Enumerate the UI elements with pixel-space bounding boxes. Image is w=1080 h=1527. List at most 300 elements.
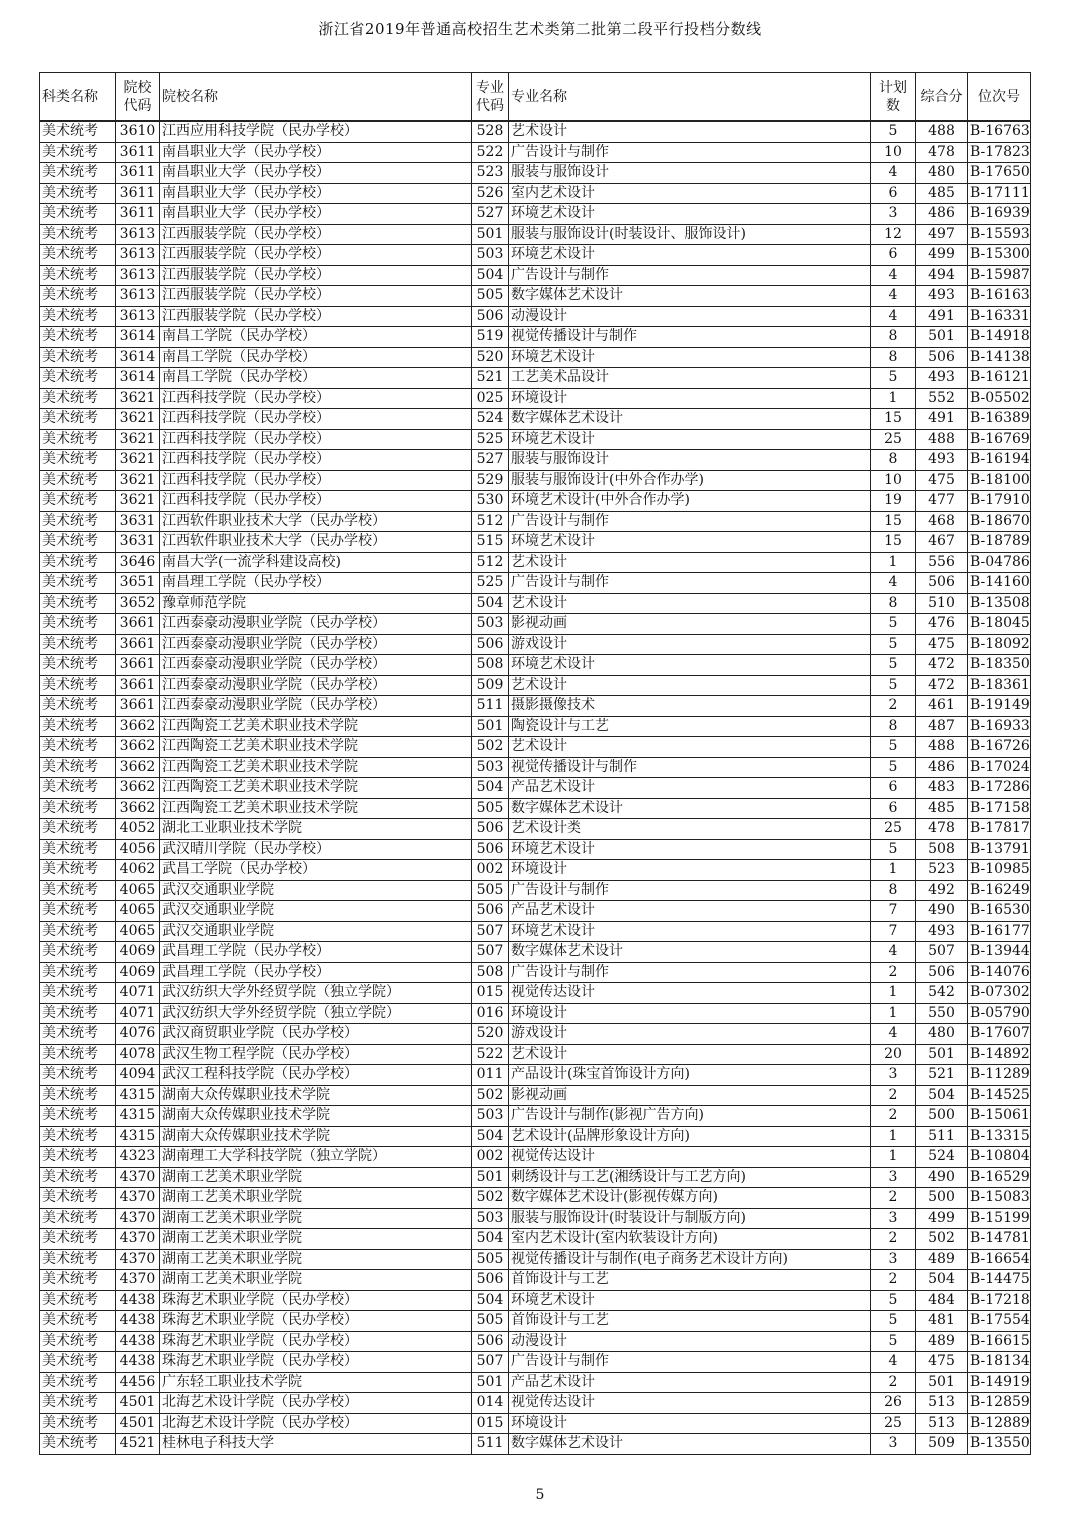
cell-major-name: 广告设计与制作 [509,962,871,983]
cell-major-code: 507 [472,1352,509,1373]
cell-major-code: 502 [472,1085,509,1106]
cell-score: 485 [916,183,968,204]
cell-major-name: 首饰设计与工艺 [509,1311,871,1332]
cell-school-code: 4438 [116,1331,160,1352]
cell-plan-count: 6 [871,798,916,819]
cell-rank: B-17111 [968,183,1031,204]
cell-major-code: 501 [472,224,509,245]
cell-school-code: 3613 [116,306,160,327]
cell-school-code: 4065 [116,921,160,942]
table-row [40,306,1031,327]
cell-school-code: 3652 [116,593,160,614]
cell-category: 美术统考 [40,552,116,573]
cell-category: 美术统考 [40,245,116,266]
cell-plan-count: 8 [871,450,916,471]
cell-major-code: 504 [472,1290,509,1311]
cell-school-code: 4071 [116,1003,160,1024]
cell-school-name: 广东轻工职业技术学院 [160,1372,472,1393]
cell-school-code: 3661 [116,675,160,696]
cell-plan-count: 3 [871,204,916,225]
cell-major-code: 011 [472,1065,509,1086]
cell-score: 513 [916,1413,968,1434]
cell-major-code: 504 [472,1126,509,1147]
table-row [40,983,1031,1004]
cell-major-code: 002 [472,860,509,881]
table-row [40,1106,1031,1127]
header-rank: 位次号 [968,73,1031,122]
table-row [40,696,1031,717]
cell-major-name: 环境艺术设计 [509,429,871,450]
cell-major-name: 艺术设计 [509,737,871,758]
cell-school-code: 4323 [116,1147,160,1168]
cell-major-name: 环境设计 [509,860,871,881]
cell-school-name: 江西科技学院（民办学校） [160,429,472,450]
cell-major-name: 环境设计 [509,1413,871,1434]
cell-rank: B-05790 [968,1003,1031,1024]
cell-plan-count: 4 [871,286,916,307]
cell-category: 美术统考 [40,1085,116,1106]
cell-major-name: 艺术设计 [509,593,871,614]
cell-rank: B-16530 [968,901,1031,922]
cell-rank: B-18350 [968,655,1031,676]
cell-score: 508 [916,839,968,860]
cell-major-code: 505 [472,1249,509,1270]
cell-score: 487 [916,716,968,737]
table-row [40,183,1031,204]
cell-plan-count: 5 [871,614,916,635]
cell-major-code: 507 [472,921,509,942]
cell-plan-count: 12 [871,224,916,245]
cell-major-code: 505 [472,798,509,819]
cell-school-name: 珠海艺术职业学院（民办学校） [160,1311,472,1332]
cell-major-name: 艺术设计 [509,121,871,142]
cell-school-code: 3662 [116,716,160,737]
cell-school-name: 江西服装学院（民办学校） [160,286,472,307]
cell-rank: B-18361 [968,675,1031,696]
cell-major-name: 游戏设计 [509,634,871,655]
cell-score: 489 [916,1331,968,1352]
cell-major-code: 501 [472,1167,509,1188]
cell-major-name: 环境设计 [509,1003,871,1024]
cell-school-code: 3662 [116,778,160,799]
cell-score: 550 [916,1003,968,1024]
cell-school-code: 3611 [116,204,160,225]
table-row [40,1024,1031,1045]
table-row [40,121,1031,142]
cell-rank: B-16933 [968,716,1031,737]
table-row [40,491,1031,512]
cell-rank: B-16654 [968,1249,1031,1270]
table-row [40,573,1031,594]
cell-plan-count: 4 [871,573,916,594]
cell-major-code: 527 [472,450,509,471]
cell-category: 美术统考 [40,265,116,286]
cell-major-name: 影视动画 [509,1085,871,1106]
cell-major-code: 512 [472,511,509,532]
table-row [40,655,1031,676]
cell-category: 美术统考 [40,737,116,758]
cell-rank: B-15593 [968,224,1031,245]
cell-rank: B-13944 [968,942,1031,963]
cell-rank: B-18045 [968,614,1031,635]
cell-rank: B-16121 [968,368,1031,389]
cell-category: 美术统考 [40,901,116,922]
cell-school-name: 武汉生物工程学院（民办学校） [160,1044,472,1065]
cell-major-name: 广告设计与制作 [509,265,871,286]
cell-major-name: 环境艺术设计(中外合作办学) [509,491,871,512]
table-row [40,142,1031,163]
cell-score: 556 [916,552,968,573]
cell-score: 501 [916,327,968,348]
cell-major-code: 524 [472,409,509,430]
cell-plan-count: 19 [871,491,916,512]
table-row [40,1413,1031,1434]
cell-school-code: 3613 [116,224,160,245]
cell-rank: B-14475 [968,1270,1031,1291]
cell-category: 美术统考 [40,224,116,245]
cell-category: 美术统考 [40,1044,116,1065]
cell-school-name: 江西泰豪动漫职业学院（民办学校） [160,675,472,696]
cell-rank: B-18092 [968,634,1031,655]
cell-school-name: 武汉纺织大学外经贸学院（独立学院） [160,1003,472,1024]
table-row [40,819,1031,840]
cell-category: 美术统考 [40,1393,116,1414]
cell-score: 542 [916,983,968,1004]
page-number: 5 [535,1487,545,1503]
cell-rank: B-16769 [968,429,1031,450]
cell-major-name: 环境艺术设计 [509,839,871,860]
cell-score: 511 [916,1126,968,1147]
cell-rank: B-14918 [968,327,1031,348]
cell-plan-count: 5 [871,121,916,142]
cell-school-code: 3646 [116,552,160,573]
cell-major-name: 环境设计 [509,388,871,409]
cell-school-code: 4069 [116,962,160,983]
cell-major-name: 陶瓷设计与工艺 [509,716,871,737]
header-major-code: 专业代码 [472,73,509,122]
cell-major-name: 广告设计与制作 [509,1352,871,1373]
cell-major-name: 服装与服饰设计 [509,450,871,471]
cell-major-code: 016 [472,1003,509,1024]
cell-major-code: 519 [472,327,509,348]
cell-plan-count: 4 [871,942,916,963]
cell-score: 506 [916,573,968,594]
cell-school-name: 江西科技学院（民办学校） [160,491,472,512]
cell-major-code: 503 [472,1208,509,1229]
table-row [40,450,1031,471]
cell-major-name: 视觉传达设计 [509,1393,871,1414]
cell-school-code: 3651 [116,573,160,594]
cell-school-name: 湖南工艺美术职业学院 [160,1249,472,1270]
page-title: 浙江省2019年普通高校招生艺术类第二批第二段平行投档分数线 [318,20,762,38]
cell-category: 美术统考 [40,511,116,532]
table-row [40,1126,1031,1147]
table-row [40,1311,1031,1332]
cell-score: 552 [916,388,968,409]
cell-major-code: 505 [472,1311,509,1332]
cell-major-code: 522 [472,142,509,163]
cell-school-code: 4438 [116,1352,160,1373]
cell-school-code: 4065 [116,901,160,922]
cell-category: 美术统考 [40,1065,116,1086]
cell-category: 美术统考 [40,1331,116,1352]
cell-rank: B-14160 [968,573,1031,594]
cell-school-name: 江西泰豪动漫职业学院（民办学校） [160,696,472,717]
cell-plan-count: 3 [871,1065,916,1086]
cell-major-code: 506 [472,901,509,922]
cell-school-name: 南昌职业大学（民办学校） [160,183,472,204]
cell-plan-count: 2 [871,696,916,717]
cell-category: 美术统考 [40,1003,116,1024]
cell-school-code: 4071 [116,983,160,1004]
cell-plan-count: 8 [871,347,916,368]
cell-school-code: 3614 [116,368,160,389]
cell-rank: B-16529 [968,1167,1031,1188]
cell-major-name: 环境艺术设计 [509,347,871,368]
cell-score: 491 [916,409,968,430]
table-row [40,901,1031,922]
cell-score: 493 [916,450,968,471]
cell-school-code: 3621 [116,450,160,471]
cell-school-code: 4521 [116,1434,160,1455]
cell-school-code: 3611 [116,142,160,163]
cell-score: 485 [916,798,968,819]
cell-school-code: 3621 [116,388,160,409]
table-row [40,798,1031,819]
table-row [40,368,1031,389]
cell-school-code: 3611 [116,163,160,184]
cell-school-code: 4056 [116,839,160,860]
cell-score: 499 [916,245,968,266]
cell-major-code: 511 [472,1434,509,1455]
cell-major-code: 503 [472,757,509,778]
cell-plan-count: 1 [871,1003,916,1024]
cell-major-code: 508 [472,655,509,676]
cell-major-code: 025 [472,388,509,409]
cell-score: 507 [916,942,968,963]
table-row [40,1249,1031,1270]
cell-school-code: 3614 [116,327,160,348]
cell-category: 美术统考 [40,1229,116,1250]
cell-rank: B-16194 [968,450,1031,471]
table-row [40,1208,1031,1229]
table-row [40,429,1031,450]
cell-score: 480 [916,163,968,184]
cell-score: 468 [916,511,968,532]
cell-major-name: 环境艺术设计 [509,1290,871,1311]
cell-score: 478 [916,142,968,163]
cell-plan-count: 2 [871,1106,916,1127]
cell-major-code: 505 [472,880,509,901]
cell-school-name: 江西泰豪动漫职业学院（民办学校） [160,614,472,635]
cell-rank: B-17823 [968,142,1031,163]
cell-category: 美术统考 [40,286,116,307]
cell-plan-count: 5 [871,839,916,860]
table-row [40,716,1031,737]
cell-score: 477 [916,491,968,512]
cell-school-name: 江西泰豪动漫职业学院（民办学校） [160,634,472,655]
cell-plan-count: 4 [871,163,916,184]
cell-school-name: 湖南工艺美术职业学院 [160,1208,472,1229]
cell-major-code: 506 [472,819,509,840]
table-row [40,552,1031,573]
cell-category: 美术统考 [40,368,116,389]
cell-major-code: 002 [472,1147,509,1168]
cell-school-name: 湖南工艺美术职业学院 [160,1167,472,1188]
cell-category: 美术统考 [40,347,116,368]
cell-school-code: 4315 [116,1085,160,1106]
cell-school-code: 4315 [116,1126,160,1147]
table-row [40,860,1031,881]
cell-school-name: 湖南大众传媒职业技术学院 [160,1085,472,1106]
cell-school-name: 桂林电子科技大学 [160,1434,472,1455]
table-row [40,839,1031,860]
cell-major-code: 522 [472,1044,509,1065]
cell-score: 486 [916,204,968,225]
cell-major-name: 工艺美术品设计 [509,368,871,389]
cell-major-name: 产品艺术设计 [509,901,871,922]
cell-plan-count: 2 [871,1270,916,1291]
header-school-name: 院校名称 [160,73,472,122]
cell-plan-count: 2 [871,1229,916,1250]
cell-school-code: 3631 [116,532,160,553]
cell-plan-count: 5 [871,634,916,655]
cell-score: 472 [916,675,968,696]
cell-school-code: 3631 [116,511,160,532]
cell-major-name: 环境艺术设计 [509,245,871,266]
cell-school-name: 武汉商贸职业学院（民办学校） [160,1024,472,1045]
cell-school-name: 江西服装学院（民办学校） [160,306,472,327]
cell-plan-count: 1 [871,860,916,881]
cell-rank: B-17910 [968,491,1031,512]
table-row [40,942,1031,963]
cell-school-name: 江西陶瓷工艺美术职业技术学院 [160,757,472,778]
cell-school-code: 4052 [116,819,160,840]
cell-major-code: 506 [472,1270,509,1291]
cell-category: 美术统考 [40,593,116,614]
cell-major-code: 503 [472,245,509,266]
cell-rank: B-13508 [968,593,1031,614]
cell-major-code: 506 [472,839,509,860]
cell-school-name: 湖南工艺美术职业学院 [160,1270,472,1291]
cell-school-name: 江西陶瓷工艺美术职业技术学院 [160,798,472,819]
cell-score: 489 [916,1249,968,1270]
cell-rank: B-17554 [968,1311,1031,1332]
cell-plan-count: 5 [871,368,916,389]
cell-plan-count: 5 [871,737,916,758]
table-header-row [40,73,1031,122]
cell-category: 美术统考 [40,1311,116,1332]
cell-rank: B-13315 [968,1126,1031,1147]
table-row [40,1229,1031,1250]
cell-plan-count: 15 [871,409,916,430]
cell-major-code: 015 [472,983,509,1004]
cell-category: 美术统考 [40,696,116,717]
cell-school-name: 武汉交通职业学院 [160,901,472,922]
cell-school-code: 4065 [116,880,160,901]
cell-major-name: 视觉传达设计 [509,983,871,1004]
table-row [40,1188,1031,1209]
table-row [40,778,1031,799]
cell-score: 475 [916,1352,968,1373]
cell-plan-count: 1 [871,1147,916,1168]
cell-rank: B-14919 [968,1372,1031,1393]
cell-score: 502 [916,1229,968,1250]
cell-plan-count: 25 [871,1413,916,1434]
cell-major-name: 服装与服饰设计(时装设计与制版方向) [509,1208,871,1229]
cell-major-name: 摄影摄像技术 [509,696,871,717]
cell-category: 美术统考 [40,1208,116,1229]
cell-major-name: 环境艺术设计 [509,204,871,225]
cell-score: 475 [916,634,968,655]
cell-score: 483 [916,778,968,799]
cell-major-name: 服装与服饰设计(中外合作办学) [509,470,871,491]
header-category: 科类名称 [40,73,116,122]
cell-major-name: 视觉传播设计与制作 [509,757,871,778]
cell-school-code: 3621 [116,409,160,430]
table-row [40,1393,1031,1414]
cell-category: 美术统考 [40,1106,116,1127]
cell-major-name: 艺术设计类 [509,819,871,840]
cell-school-code: 4315 [116,1106,160,1127]
cell-plan-count: 6 [871,778,916,799]
cell-rank: B-12889 [968,1413,1031,1434]
cell-school-name: 江西服装学院（民办学校） [160,245,472,266]
cell-school-name: 江西陶瓷工艺美术职业技术学院 [160,778,472,799]
cell-plan-count: 4 [871,265,916,286]
cell-rank: B-16389 [968,409,1031,430]
cell-school-code: 3661 [116,655,160,676]
cell-score: 493 [916,368,968,389]
cell-category: 美术统考 [40,470,116,491]
cell-major-code: 504 [472,593,509,614]
cell-major-code: 014 [472,1393,509,1414]
cell-rank: B-05502 [968,388,1031,409]
cell-school-name: 湖南大众传媒职业技术学院 [160,1126,472,1147]
cell-major-code: 506 [472,306,509,327]
table-row [40,286,1031,307]
cell-school-name: 武昌理工学院（民办学校） [160,942,472,963]
cell-major-name: 产品艺术设计 [509,778,871,799]
cell-rank: B-19149 [968,696,1031,717]
cell-major-name: 视觉传播设计与制作 [509,327,871,348]
cell-major-code: 530 [472,491,509,512]
cell-category: 美术统考 [40,921,116,942]
cell-major-name: 动漫设计 [509,1331,871,1352]
table-row [40,1331,1031,1352]
cell-school-code: 4078 [116,1044,160,1065]
cell-major-code: 015 [472,1413,509,1434]
cell-category: 美术统考 [40,1249,116,1270]
cell-school-code: 4370 [116,1270,160,1291]
table-row [40,1270,1031,1291]
cell-score: 524 [916,1147,968,1168]
cell-rank: B-15300 [968,245,1031,266]
cell-score: 523 [916,860,968,881]
table-row [40,163,1031,184]
cell-plan-count: 8 [871,593,916,614]
cell-school-name: 南昌工学院（民办学校） [160,347,472,368]
cell-category: 美术统考 [40,491,116,512]
cell-plan-count: 2 [871,962,916,983]
cell-school-name: 江西泰豪动漫职业学院（民办学校） [160,655,472,676]
cell-rank: B-04786 [968,552,1031,573]
cell-major-code: 504 [472,1229,509,1250]
cell-school-code: 3610 [116,121,160,142]
table-row [40,1352,1031,1373]
cell-plan-count: 10 [871,142,916,163]
cell-major-code: 502 [472,1188,509,1209]
